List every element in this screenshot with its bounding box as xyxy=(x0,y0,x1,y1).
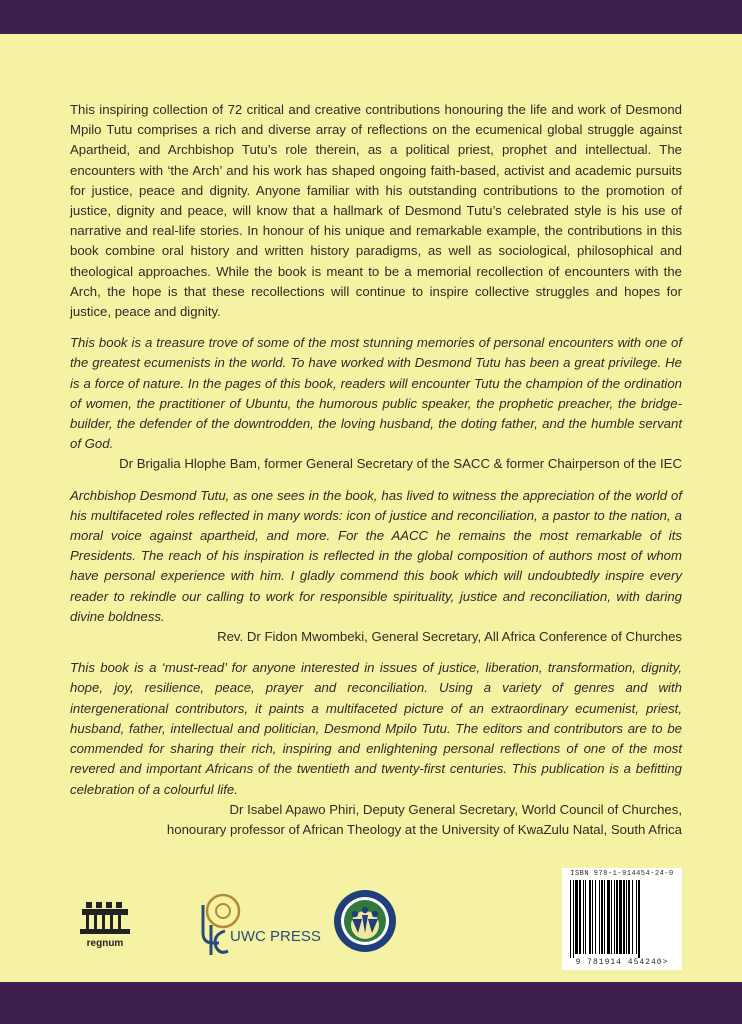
bottom-band xyxy=(0,982,742,1024)
publisher-logos xyxy=(70,885,470,965)
endorsement-quote-2: Archbishop Desmond Tutu, as one sees in the book, has lived to witness the appreciation of the world of his multifaceted roles reflected in many words: icon of justice and reconciliation, a pastor to the nation, a moral voice against apartheid, and more. For the AACC he remains the most remarkable of its Presidents. The reach of his inspiration is reflected in the global composition of authors most of whom have personal experience with him. I gladly commend this book which will undoubtedly inspire every reader to rekindle our calling to work for responsible spirituality, justice and reconciliation, with daring divine boldness. xyxy=(70,487,682,624)
endorsement-quote-1: This book is a treasure trove of some of the most stunning memories of personal encounters with one of the greatest ecumenists in the world. To have worked with Desmond Tutu has been a great privilege. He is a force of nature. In the pages of this book, readers will encounter Tutu the champion of the ordination of women, the practitioner of Ubuntu, the humorous public speaker, the prophetic preacher, the bridge-builder, the defender of the downtrodden, the loving husband, the doting father, and the humble servant of God. xyxy=(70,335,682,452)
barcode-digits: 9 781914 454240> xyxy=(575,958,669,967)
barcode-bars xyxy=(562,868,682,970)
endorsement-attribution-1: Dr Brigalia Hlophe Bam, former General Secretary of the SACC & former Chairperson of the IEC xyxy=(119,456,682,472)
attribution-line-1: Dr Isabel Apawo Phiri, Deputy General Secretary, World Council of Churches, xyxy=(229,801,682,817)
back-cover-text xyxy=(70,100,682,840)
uwc-press-wordmark: UWC PRESS xyxy=(230,928,321,945)
isbn-label: ISBN 978-1-914454-24-0 xyxy=(570,870,674,878)
regnum-wordmark: regnum xyxy=(86,938,124,949)
institution-seal-logo xyxy=(334,890,396,952)
isbn-barcode xyxy=(562,868,682,970)
blurb-paragraph: This inspiring collection of 72 critical and creative contributions honouring the life and work of Desmond Mpilo Tutu comprises a rich and diverse array of reflections on the ecumenical global struggle against Apartheid, and Archbishop Tutu’s role therein, as a political priest, prophet and intellectual. The encounters with ‘the Arch’ and his work has shaped ongoing faith-based, activist and academic pursuits for justice, peace and dignity. Anyone familiar with his outstanding contributions to the promotion of justice, dignity and peace, will know that a hallmark of Desmond Tutu’s celebrated style is his use of narrative and real-life stories. In honour of his unique and remarkable example, the contributions in this book combine oral history and written history paradigms, as well as sociological, philosophical and theological approaches. While the book is meant to be a memorial recollection of encounters with the Arch, the hope is that these recollections will continue to inspire collective struggles and hopes for justice, peace and dignity. xyxy=(70,102,682,320)
endorsement-quote-3: This book is a ‘must-read’ for anyone interested in issues of justice, liberation, transformation, dignity, hope, joy, resilience, peace, prayer and reconciliation. Using a variety of genres and with intergenerational contributors, it paints a multifaceted picture of an extraordinary ecumenist, priest, husband, father, intellectual and politician, Desmond Mpilo Tutu. The editors and contributors are to be commended for sharing their rich, inspiring and enlightening personal reflections of one of the most revered and important Africans of the twentieth and twenty-first centuries. This publication is a befitting celebration of a colourful life. xyxy=(70,660,682,797)
top-band xyxy=(0,0,742,34)
uwc-press-logo xyxy=(203,895,321,955)
regnum-logo xyxy=(80,902,130,949)
endorsement-attribution-3 xyxy=(70,800,682,840)
attribution-line-2: honourary professor of African Theology at the University of KwaZulu Natal, South Africa xyxy=(166,821,682,837)
endorsement-attribution-2: Rev. Dr Fidon Mwombeki, General Secretary, All Africa Conference of Churches xyxy=(217,629,682,645)
